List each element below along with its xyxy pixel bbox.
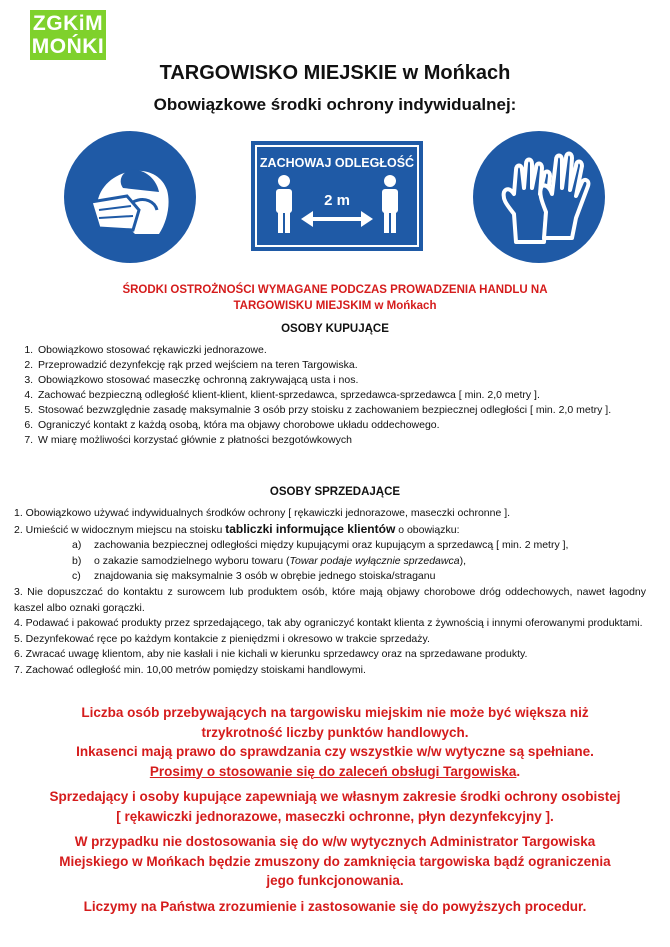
list-item: 6. Zwracać uwagę klientom, aby nie kasłali i nie kichali w kierunku sprzedawcy oraz na sprzedawane produkty. [14,648,528,661]
sellers-heading: OSOBY SPRZEDAJĄCE [269,486,401,498]
sub-text: znajdowania się maksymalnie 3 osób w obrębie jednego stoiska/straganu [94,570,436,583]
list-item: 7. W miarę możliwości korzystać głównie z płatności bezgotówkowych [36,433,656,448]
closing-p3-end: . [516,763,521,779]
closing-p1-line2: trzykrotność liczby punktów handlowych. [201,724,469,740]
closing-p1-line1: Liczba osób przebywających na targowisku miejskim nie może być większa niż [81,705,589,720]
distance-label: ZACHOWAJ ODLEGŁOŚĆ [259,156,415,170]
list-item: 5. Dezynfekować ręce po każdym kontakcie z pieniędzmi i okresowo w trakcie sprzedaży. [14,632,430,645]
sub-item-b [14,554,646,570]
closing-p5-line3: jego funkcjonowania. [266,873,404,888]
closing-p5-line2: Miejskiego w Mońkach będzie zmuszony do zamknięcia targowiska bądź ograniczenia [59,853,611,869]
list-item: 4. Podawać i pakować produkty przez sprzedającego, tak aby ograniczyć kontakt klienta z żywnością i innymi oferowanymi produktami. [14,617,643,630]
sub-text-end: ), [459,554,466,567]
precautions-heading [0,282,670,314]
sub-text: o zakazie samodzielnego wyboru towaru ( [94,554,290,567]
closing-p3-underlined: Prosimy o stosowanie się do zaleceń obsługi Targowiska [149,763,517,779]
sellers-list [14,506,646,679]
sub-letter: a) [72,539,82,552]
closing-p5-line1: W przypadku nie dostosowania się do w/w wytycznych Administrator Targowiska [74,834,596,849]
list-item: 7. Zachować odległość min. 10,00 metrów pomiędzy stoiskami handlowymi. [14,663,366,676]
sub-item-a [14,538,646,554]
item2-text-end: o obowiązku: [395,523,460,536]
closing-notes [0,703,670,916]
sub-text-italic: Towar podaje wyłącznie sprzedawca [289,554,460,567]
logo [30,10,106,60]
logo-line1: ZGKiM [32,12,104,35]
item2-bold: tabliczki informujące klientów [225,521,396,536]
list-item: 1. Obowiązkowo stosować rękawiczki jednorazowe. [36,343,656,358]
item2-text: 2. Umieścić w widocznym miejscu na stoisku [14,523,226,536]
list-item: 3. Nie dopuszczać do kontaktu z surowcem lub produktem osób, które mają objawy chorobowe dróg oddechowych, nawet łagodny kaszel albo oznaki gorączki. [14,585,646,614]
closing-p1 [0,703,670,742]
distance-value: 2 m [324,192,350,209]
ppe-icons [0,130,670,265]
precautions-heading-line2: TARGOWISKU MIEJSKIM w Mońkach [233,300,437,312]
closing-p4 [0,787,670,826]
gloves-icon [472,130,606,264]
buyers-heading: OSOBY KUPUJĄCE [281,323,389,335]
closing-p5 [0,832,670,891]
sub-text: zachowania bezpiecznej odległości między kupującymi oraz kupującym a sprzedawcą [ min. 2 metry ], [94,539,569,552]
list-item: 1. Obowiązkowo używać indywidualnych środków ochrony [ rękawiczki jednorazowe, maseczki ochronne ]. [14,507,511,519]
closing-p4-line1: Sprzedający i osoby kupujące zapewniają we własnym zakresie środki ochrony osobistej [49,789,621,804]
list-item: 4. Zachować bezpieczną odległość klient-klient, klient-sprzedawca, sprzedawca-sprzedawca [ min. 2,0 metry ]. [36,388,656,403]
closing-p3 [0,762,670,782]
page-subtitle: Obowiązkowe środki ochrony indywidualnej: [153,95,517,114]
mask-icon [63,130,197,264]
logo-line2: MOŃKI [31,35,105,58]
closing-p4-line2: [ rękawiczki jednorazowe, maseczki ochronne, płyn dezynfekcyjny ]. [116,808,554,824]
sub-item-c [14,569,646,585]
list-item: 2. Przeprowadzić dezynfekcję rąk przed wejściem na teren Targowiska. [36,358,656,373]
distance-sign [251,141,423,251]
list-item: 3. Obowiązkowo stosować maseczkę ochronną zakrywającą usta i nos. [36,373,656,388]
list-item [14,522,646,539]
page-title: TARGOWISKO MIEJSKIE w Mońkach [159,62,511,84]
precautions-heading-line1: ŚRODKI OSTROŻNOŚCI WYMAGANE PODCZAS PROWADZENIA HANDLU NA [122,284,548,296]
sub-letter: c) [72,570,81,583]
closing-p2: Inkasenci mają prawo do sprawdzania czy wszystkie w/w wytyczne są spełniane. [76,744,594,759]
list-item: 6. Ograniczyć kontakt z każdą osobą, która ma objawy chorobowe układu oddechowego. [36,418,656,433]
closing-p6: Liczymy na Państwa zrozumienie i zastosowanie się do powyższych procedur. [83,898,587,914]
list-item: 5. Stosować bezwzględnie zasadę maksymalnie 3 osób przy stoisku z zachowaniem bezpiecznej odległości [ min. 2,0 metry ]. [36,403,656,418]
sub-letter: b) [72,554,82,567]
buyers-list [22,343,656,448]
